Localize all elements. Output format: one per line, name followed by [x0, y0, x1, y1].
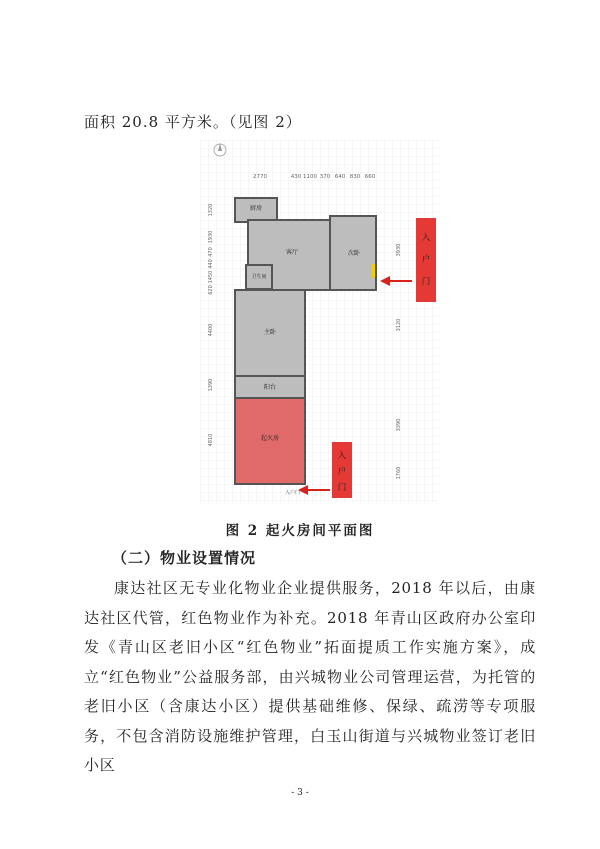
section-heading: （二）物业设置情况: [112, 549, 257, 567]
dim-top-6: 830: [349, 174, 361, 180]
dim-right-2: 3120: [396, 318, 402, 332]
dim-left-4: 440: [208, 259, 214, 269]
bottom-entry-mark: 入户门: [285, 490, 301, 496]
dim-right-3: 3390: [396, 418, 402, 432]
dim-top-7: 660: [364, 174, 376, 180]
svg-text:入: 入: [337, 451, 347, 461]
room-kitchen: [235, 198, 277, 222]
svg-text:客厅: 客厅: [285, 249, 299, 256]
room-master: [235, 290, 305, 376]
svg-text:起火房: 起火房: [260, 435, 280, 442]
dim-left-6: 620: [208, 285, 214, 295]
svg-text:主卧: 主卧: [263, 329, 277, 336]
dim-top-2: 430: [290, 174, 302, 180]
page-number: - 3 -: [291, 788, 309, 798]
body-paragraph: 康达社区无专业化物业企业提供服务，2018 年以后，由康达社区代管，红色物业作为补充。2018 年青山区政府办公室印发《青山区老旧小区“红色物业”拓面提质工作实施方案》，成立“红色物业”公益服务部，由兴城物业公司管理运营，为托管的老旧小区（含康达小区）提供基础维修、保绿、疏涝等专项服务，不包含消防设施维护管理，白玉山街道与兴城物业签订老旧小区: [84, 579, 536, 774]
svg-text:入: 入: [421, 233, 431, 243]
dim-top-3: 1100: [303, 174, 317, 180]
dim-left-3: 470: [208, 247, 214, 257]
room-second-bedroom: [330, 216, 376, 290]
svg-text:户: 户: [337, 467, 347, 477]
dim-top-1: 2770: [253, 174, 267, 180]
entry-door-label-lower: [332, 442, 352, 498]
dim-left-1: 1320: [208, 203, 214, 217]
figure-caption: 图 2 起火房间平面图: [225, 523, 375, 539]
svg-text:次卧: 次卧: [347, 250, 361, 257]
room-fire-origin: [235, 398, 305, 484]
floor-plan-figure: [200, 140, 438, 502]
dim-right-4: 1760: [396, 466, 402, 480]
svg-text:门: 门: [421, 277, 431, 287]
second-bedroom-door: [372, 264, 375, 278]
intro-text: 面积 20.8 平方米。（见图 2）: [84, 113, 302, 131]
dim-top-4: 370: [319, 174, 331, 180]
dim-left-9: 4810: [208, 433, 214, 447]
dim-left-7: 4400: [208, 323, 214, 337]
floor-plan: [200, 140, 438, 502]
dim-left-8: 1390: [208, 378, 214, 392]
dim-right-1: 3930: [396, 243, 402, 257]
svg-text:卫生间: 卫生间: [251, 274, 267, 280]
room-balcony: [235, 376, 305, 398]
dim-top-5: 640: [334, 174, 346, 180]
svg-text:阳台: 阳台: [263, 384, 277, 391]
dim-left-5: 1450: [208, 270, 214, 284]
svg-text:厨房: 厨房: [249, 205, 263, 212]
entry-door-label-upper: [416, 218, 436, 302]
dim-left-2: 1930: [208, 230, 214, 244]
svg-text:户: 户: [421, 255, 431, 265]
svg-text:门: 门: [337, 483, 347, 493]
room-bathroom: [246, 265, 272, 289]
